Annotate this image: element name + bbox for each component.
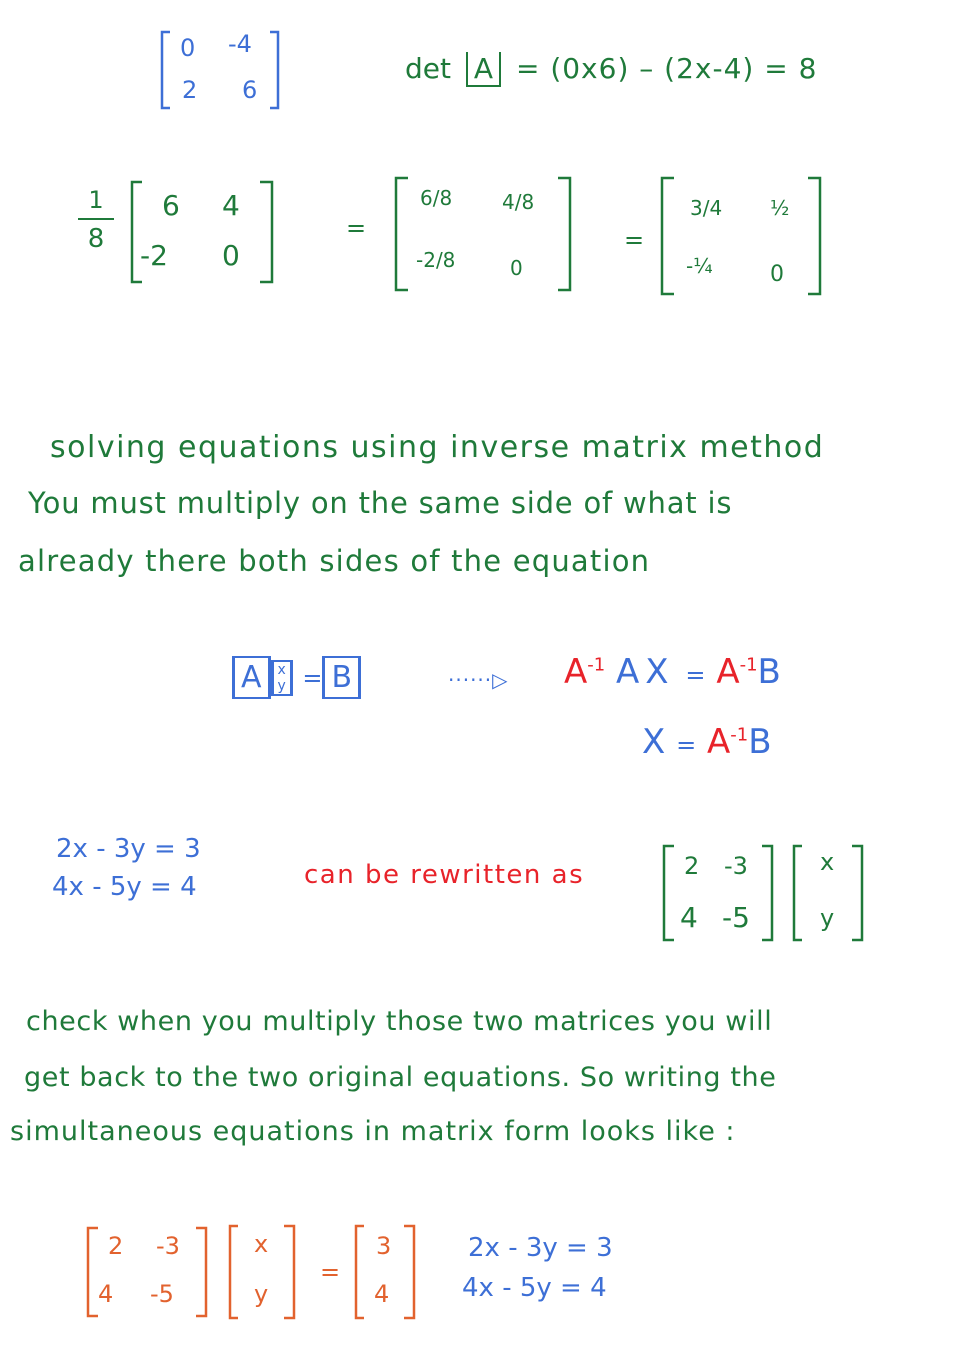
simplified-r1c1: 3/4: [690, 196, 723, 220]
coefficient-r2c2: -5: [722, 901, 750, 934]
lhs-equals: =: [302, 664, 323, 692]
final-coefficient-matrix: [84, 1224, 212, 1320]
bracket-a: A: [232, 656, 271, 699]
matrix-a: [158, 28, 282, 112]
check-line-2: get back to the two original equations. So writing the: [24, 1062, 777, 1093]
final-coef-r2c2: -5: [150, 1280, 174, 1308]
rewritten-label: can be rewritten as: [304, 860, 585, 890]
equals-1: =: [346, 214, 367, 242]
scalar-numerator: 1: [88, 186, 104, 214]
simplified-r2c2: 0: [770, 262, 784, 287]
adjugate-r2c2: 0: [222, 239, 240, 272]
equation-2: 4x - 5y = 4: [52, 872, 197, 902]
adjugate-r1c1: 6: [162, 189, 180, 222]
determinant-expression: [405, 52, 817, 87]
final-equals: =: [320, 1258, 341, 1286]
matrix-a-r2c1: 2: [182, 76, 198, 104]
solution-step: [642, 722, 772, 762]
adjugate-matrix: [128, 178, 276, 286]
b-term-2: B: [748, 722, 772, 762]
bracket-b: B: [322, 656, 361, 699]
check-line-1: check when you multiply those two matrices you will: [26, 1006, 773, 1037]
simultaneous-equations-2: [462, 1228, 613, 1308]
coefficient-r1c1: 2: [684, 852, 700, 880]
scalar-bar: [78, 218, 114, 220]
check-paragraph: [10, 1006, 776, 1147]
a-inverse-2: A: [716, 652, 740, 692]
a-inverse-3-sup: -1: [730, 724, 749, 746]
det-rhs: = (0x6) – (2x-4) = 8: [515, 52, 818, 85]
final-rhs-3: 3: [376, 1232, 392, 1260]
equals-2: =: [624, 226, 645, 254]
variable-y: y: [820, 904, 835, 932]
det-label: det: [405, 52, 451, 85]
a-inverse-3: A: [707, 722, 731, 762]
final-coef-r2c1: 4: [98, 1280, 114, 1308]
simplified-r2c1: -¼: [686, 254, 713, 278]
final-var-x: x: [254, 1230, 269, 1258]
det-argument: A: [466, 52, 501, 87]
bracket-xy: x y: [271, 660, 293, 696]
simplified-inverse-matrix: [656, 174, 828, 298]
implies-arrow: ······▷: [448, 668, 509, 692]
ax-term: AX: [616, 652, 675, 692]
scalar-denominator: 8: [87, 224, 105, 254]
simultaneous-equations-1: [52, 830, 201, 906]
inverse-method-paragraph: [18, 430, 824, 578]
adjugate-r2c1: -2: [140, 239, 168, 272]
final-equation-2: 4x - 5y = 4: [462, 1273, 607, 1303]
eighths-r1c2: 4/8: [502, 190, 535, 214]
a-inverse-1: A: [564, 652, 588, 692]
check-line-3: simultaneous equations in matrix form looks like :: [10, 1116, 736, 1147]
matrix-a-brackets: [158, 28, 282, 112]
a-inverse-2-sup: -1: [739, 654, 758, 676]
b-term-1: B: [757, 652, 781, 692]
simplified-brackets: [656, 174, 828, 298]
eighths-r2c2: 0: [510, 256, 523, 280]
equation-1: 2x - 3y = 3: [56, 834, 201, 864]
x-term: X: [642, 722, 666, 762]
final-equation-1: 2x - 3y = 3: [468, 1233, 613, 1263]
eighths-matrix: [392, 174, 576, 294]
step2-equals: =: [676, 731, 697, 759]
matrix-a-r2c2: 6: [242, 76, 258, 104]
premultiply-step: [564, 652, 781, 692]
scalar-one-eighth: [76, 186, 116, 266]
adjugate-r1c2: 4: [222, 189, 240, 222]
final-var-y: y: [254, 1280, 269, 1308]
variable-vector: [790, 842, 866, 944]
variable-x: x: [820, 848, 835, 876]
matrix-equation-ax-b: [232, 656, 361, 716]
matrix-a-r1c1: 0: [180, 34, 196, 62]
final-coef-r1c2: -3: [156, 1232, 180, 1260]
eighths-r1c1: 6/8: [420, 186, 453, 210]
final-rhs-vector: [352, 1222, 418, 1322]
coefficient-r2c1: 4: [680, 901, 698, 934]
paragraph-line-2: You must multiply on the same side of what is: [28, 486, 733, 520]
eighths-r2c1: -2/8: [416, 248, 456, 272]
a-inverse-1-sup: -1: [587, 654, 606, 676]
final-rhs-4: 4: [374, 1280, 390, 1308]
coefficient-brackets: [660, 842, 778, 944]
final-variable-vector: [226, 1222, 298, 1322]
final-coef-r1c1: 2: [108, 1232, 124, 1260]
coefficient-matrix: [660, 842, 778, 944]
step1-equals: =: [685, 661, 706, 689]
matrix-a-r1c2: -4: [228, 30, 252, 58]
coefficient-r1c2: -3: [724, 852, 748, 880]
simplified-r1c2: ½: [770, 196, 790, 220]
paragraph-line-3: already there both sides of the equation: [18, 544, 651, 578]
paragraph-line-1: solving equations using inverse matrix method: [50, 430, 825, 465]
